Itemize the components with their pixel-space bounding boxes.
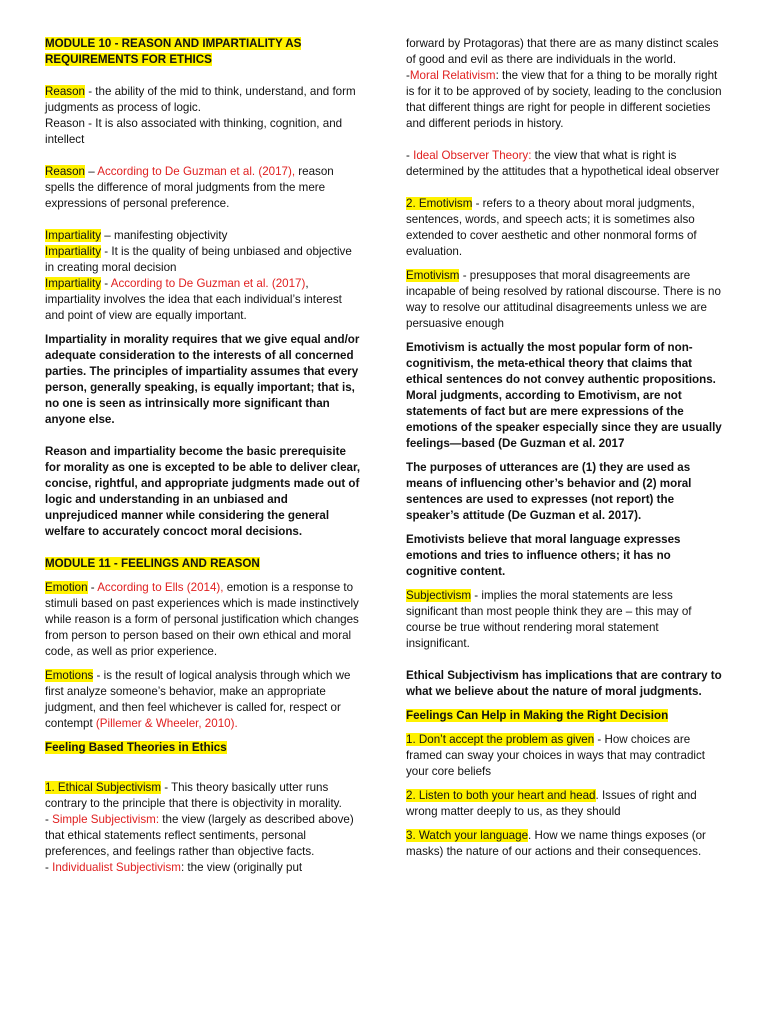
tip-3-text: . How we name things exposes (or masks) the nature of our actions and their consequences. [406, 829, 706, 858]
simple-subjectivism-term: Simple Subjectivism: [52, 813, 160, 826]
reason-citation-text: reason spells the difference of moral judgments from the mere expressions of personal preference. [45, 165, 334, 210]
emotivists-paragraph: Emotivists believe that moral language expresses emotions and tries to influence others; it has no cognitive content. [406, 533, 681, 578]
ideal-observer [406, 148, 724, 180]
ethical-subjectivism-text: - This theory basically utter runs contrary to the principle that there is objectivity in morality. [45, 781, 342, 810]
module-11-heading-text: MODULE 11 - FEELINGS AND REASON [45, 557, 260, 570]
ethical-subjectivism [45, 780, 363, 812]
moral-relativism-text: : the view that for a thing to be morally right is for it to be approved of by society, leading to the conclusion that different things are right for people in different societies and different periods in history. [406, 69, 722, 130]
individualist-subjectivism-dash: - [45, 861, 53, 874]
feelings-heading-text: Feelings Can Help in Making the Right Decision [406, 709, 669, 722]
tip-3 [406, 828, 724, 860]
tip-2 [406, 788, 724, 820]
reason-citation [45, 164, 363, 212]
feeling-theories-heading [45, 740, 363, 756]
individualist-subjectivism-text: : the view (originally put [180, 861, 303, 874]
impartiality-text-1: – manifesting objectivity [101, 229, 228, 242]
emotivism-paragraph: Emotivism is actually the most popular form of non-cognitivism, the meta-ethical theory that claims that ethical sentences do not convey authentic propositions. Moral judgments, according to Emotivism, are not statements of fact but are mere expressions of the emotions of the speaker especially since they are usually feelings—based (De Guzman et al. 2017 [406, 341, 722, 450]
emotion-dash: - [87, 581, 98, 594]
reason-term: Reason [45, 85, 85, 98]
emotion-text: emotion is a response to stimuli based on past experiences which is made instinctively while reason is a form of personal justification which changes from person to person based on their own ethical and moral code, as well as prior experience. [45, 581, 359, 658]
feeling-theories-heading-text: Feeling Based Theories in Ethics [45, 741, 227, 754]
tip-1-term: 1. Don’t accept the problem as given [406, 733, 595, 746]
impartiality-term-1: Impartiality [45, 229, 102, 242]
right-column [406, 36, 724, 860]
simple-subjectivism-dash: - [45, 813, 53, 826]
left-column [45, 36, 363, 876]
ideal-observer-dash: - [406, 149, 414, 162]
individualist-continuation: forward by Protagoras) that there are as many distinct scales of good and evil as there are individuals in the world. [406, 37, 719, 66]
tip-1 [406, 732, 724, 780]
moral-relativism-term: Moral Relativism [409, 69, 496, 82]
emotions-citation-source: (Pillemer & Wheeler, 2010). [95, 717, 238, 730]
impartiality-text-2: - It is the quality of being unbiased and objective in creating moral decision [45, 245, 352, 274]
impartiality-def-1 [45, 228, 363, 244]
impartiality-term-2: Impartiality [45, 245, 102, 258]
emotivism-term-2: Emotivism [406, 269, 460, 282]
ideal-observer-term: Ideal Observer Theory: [413, 149, 532, 162]
moral-relativism-dash: - [406, 69, 410, 82]
subjectivism-term: Subjectivism [406, 589, 472, 602]
moral-relativism [406, 68, 724, 132]
simple-subjectivism [45, 812, 363, 860]
reason-definition [45, 84, 363, 116]
tip-2-term: 2. Listen to both your heart and head [406, 789, 596, 802]
subjectivism-definition [406, 588, 724, 652]
impartiality-def-2 [45, 244, 363, 276]
simple-subjectivism-text: the view (largely as described above) that ethical statements reflect sentiments, personal preferences, and feelings rather than objective facts. [45, 813, 354, 858]
emotivism-text: - refers to a theory about moral judgments, sentences, words, and speech acts; it is sometimes also extended to cover aesthetic and other nonmoral forms of evaluation. [406, 197, 697, 258]
impartiality-def-3 [45, 276, 363, 324]
emotivism-heading: 2. Emotivism [406, 197, 473, 210]
module-10-heading-text: MODULE 10 - REASON AND IMPARTIALITY AS REQUIREMENTS FOR ETHICS [45, 37, 302, 66]
reason-association: Reason - It is also associated with thinking, cognition, and intellect [45, 117, 343, 146]
emotion-term: Emotion [45, 581, 88, 594]
purposes-paragraph: The purposes of utterances are (1) they are used as means of influencing other’s behavior and (2) moral sentences are used to expresses (not report) the speaker’s attitude (De Guzman et al. 2017). [406, 461, 692, 522]
impartiality-dash-3: - [101, 277, 111, 290]
subjectivism-text: - implies the moral statements are less significant than most people think they are – this may of course be true without rendering moral statement insignificant. [406, 589, 692, 650]
impartiality-text-3: , impartiality involves the idea that each individual’s interest and point of view are equally important. [45, 277, 342, 322]
ideal-observer-text: the view that what is right is determined by the attitudes that a hypothetical ideal observer [406, 149, 720, 178]
reason-term-2: Reason [45, 165, 85, 178]
emotions-text: - is the result of logical analysis through which we first analyze someone’s behavior, make an appropriate judgment, and then feel whichever is called for, respect or contempt [45, 669, 351, 730]
impartiality-citation-source: According to De Guzman et al. (2017) [110, 277, 306, 290]
tip-2-text: . Issues of right and wrong matter deeply to us, as they should [406, 789, 697, 818]
module-11-heading [45, 556, 363, 572]
impartiality-term-3: Impartiality [45, 277, 102, 290]
prerequisite-paragraph: Reason and impartiality become the basic prerequisite for morality as one is excepted to be able to deliver clear, concise, rightful, and appropriate judgments made out of logic and understanding in an unbiased and unprejudiced manner while considering the general welfare to accurately concoct moral decisions. [45, 445, 361, 538]
reason-definition-text: - the ability of the mid to think, understand, and form judgments as process of logic. [45, 85, 356, 114]
individualist-subjectivism [45, 860, 363, 876]
tip-3-term: 3. Watch your language [406, 829, 529, 842]
individualist-subjectivism-term: Individualist Subjectivism [52, 861, 181, 874]
ethical-subjectivism-term: 1. Ethical Subjectivism [45, 781, 161, 794]
emotions-definition [45, 668, 363, 732]
tip-1-text: - How choices are framed can sway your choices in ways that may contradict your core beliefs [406, 733, 705, 778]
emotivism-definition [406, 196, 724, 260]
emotion-definition [45, 580, 363, 660]
reason-citation-source: According to De Guzman et al. (2017), [97, 165, 296, 178]
reason-dash: – [84, 165, 98, 178]
emotions-term: Emotions [45, 669, 94, 682]
ethical-subjectivism-paragraph: Ethical Subjectivism has implications that are contrary to what we believe about the nature of moral judgments. [406, 669, 722, 698]
emotivism-presupposes [406, 268, 724, 332]
emotivism-text-2: - presupposes that moral disagreements are incapable of being resolved by rational discourse. There is no way to resolve our attitudinal disagreements unless we are persuasive enough [406, 269, 721, 330]
feelings-heading [406, 708, 724, 724]
impartiality-paragraph: Impartiality in morality requires that we give equal and/or adequate consideration to the interests of all concerned parties. The principles of impartiality assumes that every person, generally speaking, is equally important; that is, no one is seen as intrinsically more significant than anyone else. [45, 333, 360, 426]
emotion-citation-source: According to Ells (2014), [97, 581, 224, 594]
module-10-heading [45, 36, 363, 68]
